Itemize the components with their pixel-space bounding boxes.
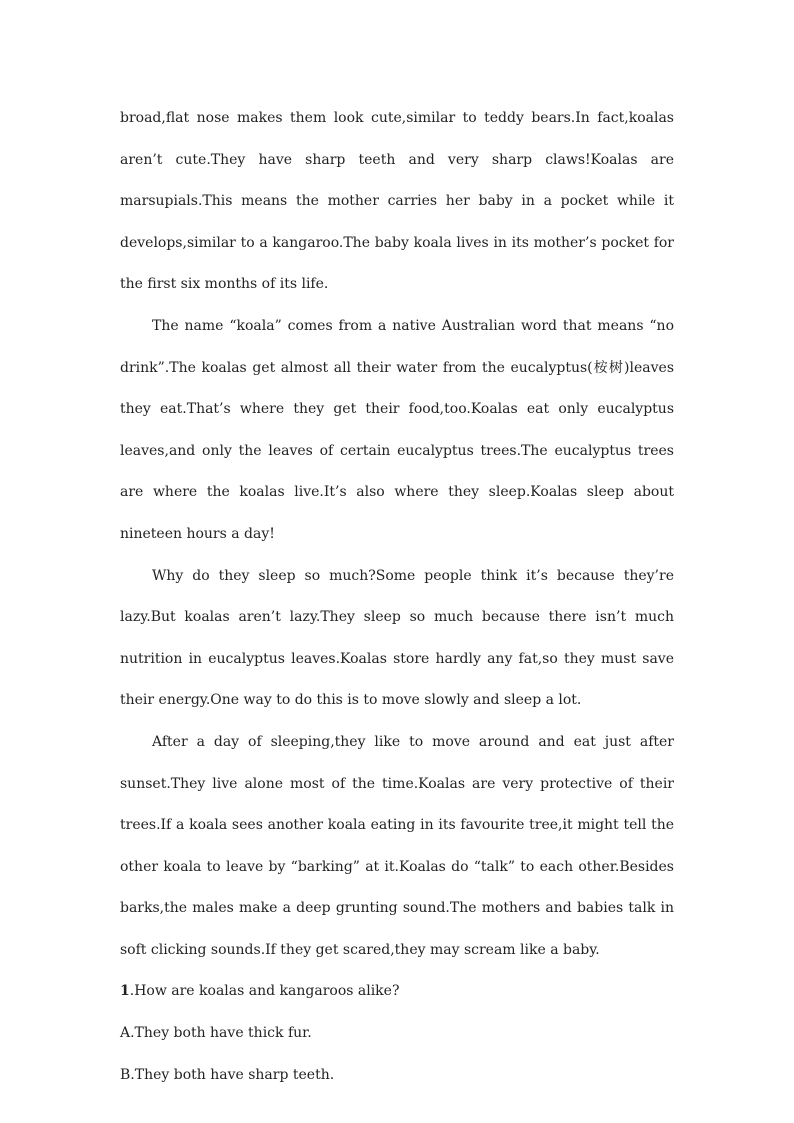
question-1	[120, 971, 674, 1013]
question-number: 1	[120, 983, 130, 1000]
paragraph-4: After a day of sleeping,they like to move around and eat just after sunset.They live alone most of the time.Koalas are very protective of their trees.If a koala sees another koala eating in its favourite tree,it might tell the other koala to leave by “barking” at it.Koalas do “talk” to each other.Besides barks,the males make a deep grunting sound.The mothers and babies talk in soft clicking sounds.If they get scared,they may scream like a baby.	[120, 733, 674, 958]
paragraph-2: The name “koala” comes from a native Australian word that means “no drink”.The koalas get almost all their water from the eucalyptus(桉树)leaves they eat.That’s where they get their food,too.Koalas eat only eucalyptus leaves,and only the leaves of certain eucalyptus trees.The eucalyptus trees are where the koalas live.It’s also where they sleep.Koalas sleep about nineteen hours a day!	[120, 317, 674, 542]
option-b: B.They both have sharp teeth.	[120, 1066, 335, 1083]
question-text: .How are koalas and kangaroos alike?	[129, 983, 400, 1000]
option-a: A.They both have thick fur.	[120, 1025, 312, 1042]
paragraph-3: Why do they sleep so much?Some people think it’s because they’re lazy.But koalas aren’t lazy.They sleep so much because there isn’t much nutrition in eucalyptus leaves.Koalas store hardly any fat,so they must save their energy.One way to do this is to move slowly and sleep a lot.	[120, 567, 674, 709]
document-content	[120, 98, 674, 1096]
paragraph-1: broad,flat nose makes them look cute,similar to teddy bears.In fact,koalas aren’t cute.They have sharp teeth and very sharp claws!Koalas are marsupials.This means the mother carries her baby in a pocket while it develops,similar to a kangaroo.The baby koala lives in its mother’s pocket for the first six months of its life.	[120, 110, 674, 293]
